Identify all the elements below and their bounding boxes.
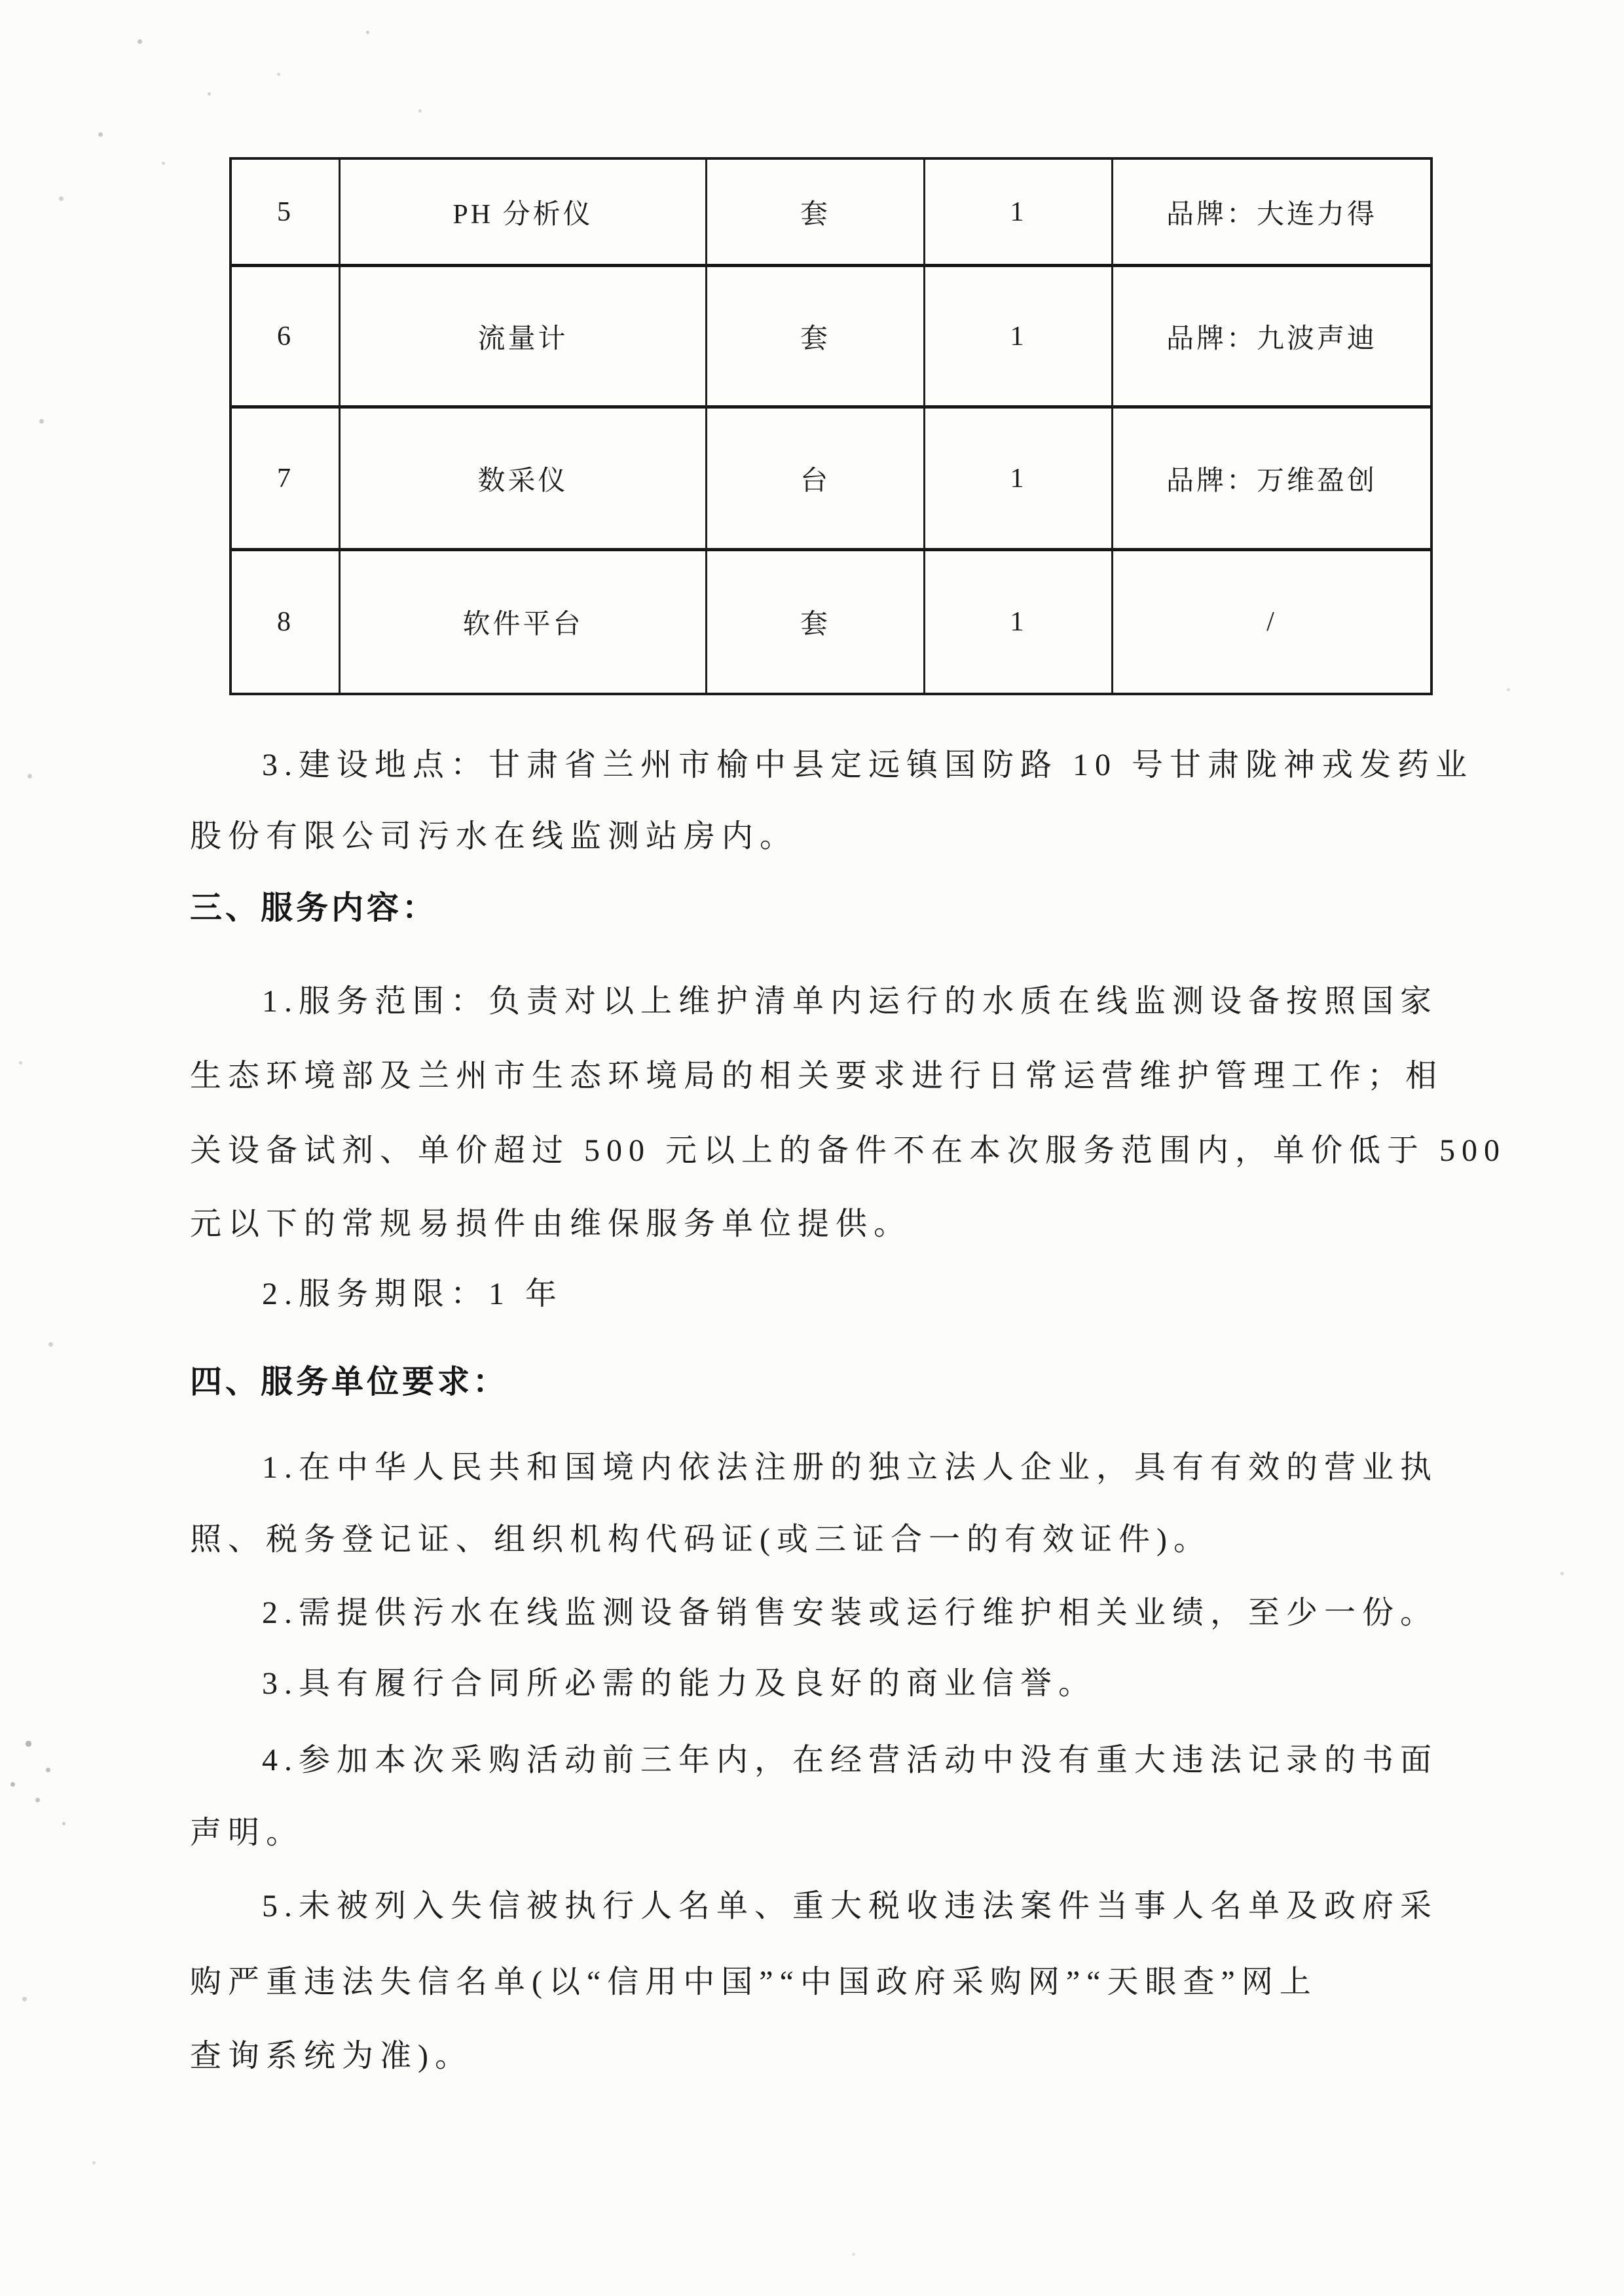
line-req1-1: 1.在中华人民共和国境内依法注册的独立法人企业，具有有效的营业执 [262,1450,1439,1485]
table-cell-row6-qty: 1 [925,267,1113,409]
table-cell-row8-qty: 1 [925,551,1113,693]
line-req4-1: 4.参加本次采购活动前三年内，在经营活动中没有重大违法记录的书面 [262,1743,1439,1777]
line-construction-site-2: 股份有限公司污水在线监测站房内。 [190,819,798,854]
line-req1-2: 照、税务登记证、组织机构代码证(或三证合一的有效证件)。 [190,1522,1211,1557]
line-req5-1: 5.未被列入失信被执行人名单、重大税收违法案件当事人名单及政府采 [262,1889,1439,1923]
table-cell-row6-name: 流量计 [341,267,707,409]
table-cell-row6-unit: 套 [707,267,925,409]
table-cell-row8-no: 8 [232,551,341,693]
line-req3: 3.具有履行合同所必需的能力及良好的商业信誉。 [262,1666,1097,1701]
table-cell-row8-brand: / [1266,607,1277,637]
heading-supplier-requirements: 四、服务单位要求： [190,1364,509,1400]
line-service-term: 2.服务期限：1 年 [262,1277,564,1311]
table-cell-row8-name: 软件平台 [341,551,707,693]
table-cell-row7-qty: 1 [925,409,1113,551]
table-cell-row5-qty: 1 [925,160,1113,267]
line-service-scope-4: 元以下的常规易损件由维保服务单位提供。 [190,1207,912,1241]
table-cell-row6-no: 6 [232,267,341,409]
table-cell-row7-unit: 台 [707,409,925,551]
table-cell-row5-name: PH 分析仪 [341,160,707,267]
table-cell-row7-name: 数采仪 [341,409,707,551]
table-cell-row5-brand: 品牌：大连力得 [1113,160,1430,267]
equipment-table [229,157,1433,695]
line-construction-site-1: 3.建设地点：甘肃省兰州市榆中县定远镇国防路 10 号甘肃陇神戎发药业 [262,748,1474,782]
line-req5-3: 查询系统为准)。 [190,2039,473,2073]
table-cell-row5-no: 5 [232,160,341,267]
table-cell-row8-unit: 套 [707,551,925,693]
scan-noise-speckles [0,0,2,2]
line-req5-2: 购严重违法失信名单(以“信用中国”“中国政府采购网”“天眼查”网上 [190,1965,1318,1999]
heading-service-content: 三、服务内容： [190,890,438,926]
table-cell-row7-brand: 品牌：万维盈创 [1113,409,1430,551]
line-service-scope-3: 关设备试剂、单价超过 500 元以上的备件不在本次服务范围内，单价低于 500 [190,1133,1507,1168]
table-cell-row7-no: 7 [232,409,341,551]
line-req4-2: 声明。 [190,1815,304,1850]
line-service-scope-2: 生态环境部及兰州市生态环境局的相关要求进行日常运营维护管理工作；相 [190,1059,1444,1093]
line-req2: 2.需提供污水在线监测设备销售安装或运行维护相关业绩，至少一份。 [262,1595,1439,1630]
table-cell-row5-unit: 套 [707,160,925,267]
table-cell-row6-brand: 品牌：九波声迪 [1113,267,1430,409]
line-service-scope-1: 1.服务范围：负责对以上维护清单内运行的水质在线监测设备按照国家 [262,984,1439,1019]
